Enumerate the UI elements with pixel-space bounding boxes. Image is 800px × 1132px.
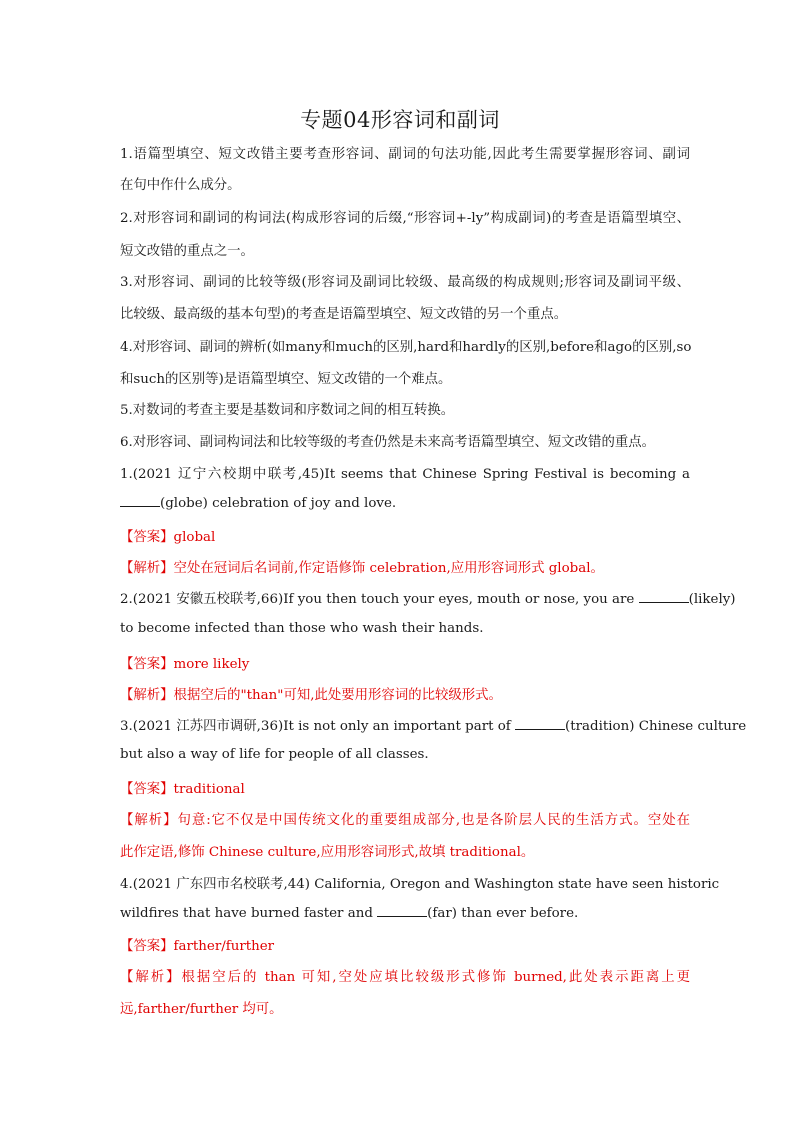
q1-line-2: [120, 494, 690, 511]
q3-answer: 【答案】traditional: [120, 782, 245, 797]
q1-line-1: 1.(2021 辽宁六校期中联考,45)It seems that Chinese Spring Festival is becoming a: [120, 467, 690, 482]
q3-blank: [515, 717, 565, 730]
q3-line-1-pre: 3.(2021 江苏四市调研,36)It is not only an important part of: [120, 719, 511, 734]
q3-analysis-2: 此作定语,修饰 Chinese culture,应用形容词形式,故填 traditional。: [120, 845, 535, 860]
q1-blank: [120, 494, 160, 507]
q4-blank: [377, 904, 427, 917]
q4-answer: 【答案】farther/further: [120, 939, 275, 954]
page-title: 专题04形容词和副词: [300, 108, 500, 132]
intro-line-7: 4.对形容词、副词的辨析(如many和much的区别,hard和hardly的区别,before和ago的区别,so: [120, 340, 692, 355]
q4-analysis-2: 远,farther/further 均可。: [120, 1002, 283, 1017]
q1-analysis: 【解析】空处在冠词后名词前,作定语修饰 celebration,应用形容词形式 global。: [120, 561, 604, 576]
intro-line-10: 6.对形容词、副词构词法和比较等级的考查仍然是未来高考语篇型填空、短文改错的重点。: [120, 435, 656, 450]
q2-line-1-pre: 2.(2021 安徽五校联考,66)If you then touch your eyes, mouth or nose, you are: [120, 592, 635, 607]
intro-line-5: 3.对形容词、副词的比较等级(形容词及副词比较级、最高级的构成规则;形容词及副词平级、: [120, 275, 690, 290]
q2-blank: [639, 590, 689, 603]
q2-line-2: to become infected than those who wash their hands.: [120, 621, 484, 636]
q3-line-1-post: (tradition) Chinese culture: [565, 719, 747, 734]
intro-line-2: 在句中作什么成分。: [120, 178, 241, 193]
intro-line-8: 和such的区别等)是语篇型填空、短文改错的一个难点。: [120, 372, 452, 387]
q2-line-1-post: (likely): [688, 592, 736, 607]
q1-answer: 【答案】global: [120, 530, 216, 545]
q2-line-1: [120, 588, 736, 607]
q3-line-1: [120, 715, 747, 734]
q4-line-2: [120, 904, 690, 921]
q4-analysis-1: 【解析】根据空后的 than 可知,空处应填比较级形式修饰 burned,此处表示距离上更: [120, 970, 690, 985]
intro-line-4: 短文改错的重点之一。: [120, 244, 254, 259]
intro-line-3: 2.对形容词和副词的构词法(构成形容词的后缀,“形容词+-ly”构成副词)的考查是语篇型填空、: [120, 211, 690, 226]
q3-line-2: but also a way of life for people of all classes.: [120, 747, 429, 762]
q4-line-1: 4.(2021 广东四市名校联考,44) California, Oregon and Washington state have seen historic: [120, 877, 720, 892]
q4-line-2-post: (far) than ever before.: [427, 906, 579, 921]
intro-line-9: 5.对数词的考查主要是基数词和序数词之间的相互转换。: [120, 403, 455, 418]
q3-analysis-1: 【解析】句意:它不仅是中国传统文化的重要组成部分,也是各阶层人民的生活方式。空处在: [120, 813, 690, 828]
q2-analysis: 【解析】根据空后的"than"可知,此处要用形容词的比较级形式。: [120, 688, 502, 703]
intro-line-6: 比较级、最高级的基本句型)的考查是语篇型填空、短文改错的另一个重点。: [120, 307, 568, 322]
intro-line-1: 1.语篇型填空、短文改错主要考查形容词、副词的句法功能,因此考生需要掌握形容词、副词: [120, 147, 690, 162]
q2-answer: 【答案】more likely: [120, 657, 250, 672]
q4-line-2-pre: wildfires that have burned faster and: [120, 906, 373, 921]
q1-line-2-text: (globe) celebration of joy and love.: [160, 496, 397, 511]
